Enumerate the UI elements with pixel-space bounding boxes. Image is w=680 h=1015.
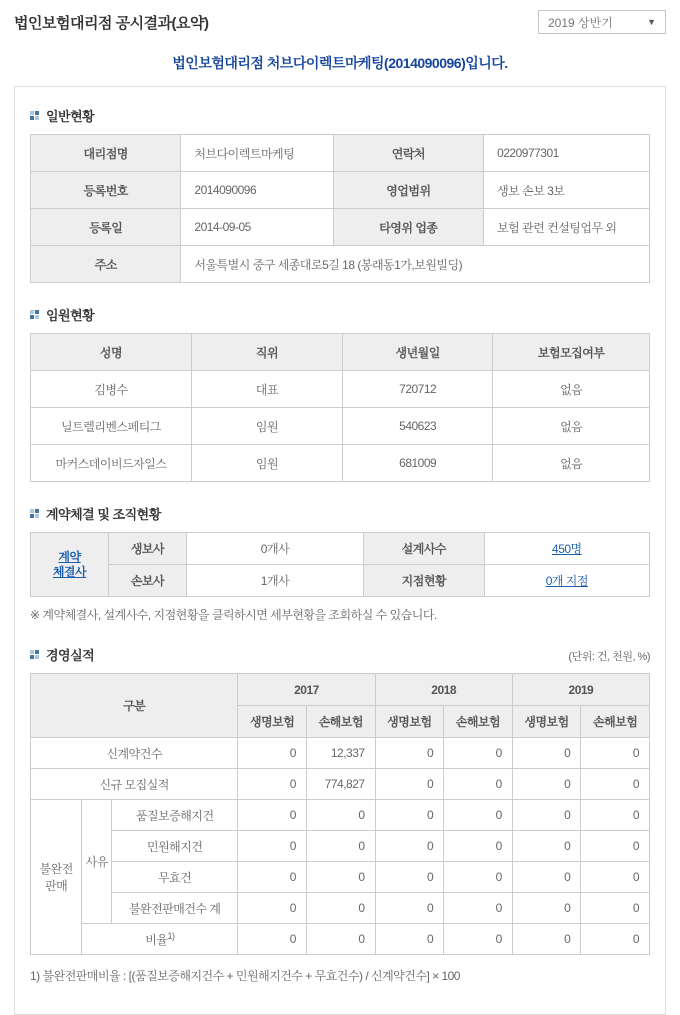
table-header-row <box>31 674 650 706</box>
table-cell: 0 <box>306 800 375 831</box>
contract-companies-cell <box>31 533 109 597</box>
table-cell: 0 <box>444 924 513 955</box>
table-row <box>31 135 650 172</box>
section-title-text: 임원현황 <box>46 308 95 323</box>
column-header: 손해보험 <box>444 706 513 738</box>
table-row <box>31 445 650 482</box>
row-label: 무효건 <box>112 862 238 893</box>
general-table <box>30 134 650 283</box>
table-cell: 없음 <box>493 445 650 482</box>
section-title-contracts <box>30 504 161 523</box>
section-head-performance <box>30 645 650 664</box>
planners-count-cell <box>484 533 649 565</box>
table-cell: 0 <box>375 831 444 862</box>
column-header: 직위 <box>191 334 342 371</box>
table-row <box>31 371 650 408</box>
table-cell: 0 <box>581 893 650 924</box>
table-cell: 0 <box>444 862 513 893</box>
section-bullet-icon <box>30 509 39 518</box>
section-title-general <box>30 106 94 125</box>
table-cell: 0 <box>238 893 307 924</box>
chevron-down-icon: ▼ <box>647 17 656 27</box>
field-value: 보험 관련 컨설팅업무 외 <box>484 209 650 246</box>
table-cell: 0 <box>375 893 444 924</box>
table-cell: 없음 <box>493 408 650 445</box>
table-cell: 720712 <box>342 371 492 408</box>
table-cell: 0 <box>444 800 513 831</box>
field-label: 대리점명 <box>31 135 181 172</box>
table-cell: 0 <box>238 738 307 769</box>
incomplete-sales-group-label <box>31 800 82 955</box>
column-header: 손해보험 <box>306 706 375 738</box>
contracts-table <box>30 532 650 597</box>
table-row <box>31 172 650 209</box>
branches-cell <box>484 565 649 597</box>
table-cell: 0 <box>444 738 513 769</box>
year-header: 2017 <box>238 674 375 706</box>
ratio-label <box>82 924 238 955</box>
table-cell: 0 <box>375 769 444 800</box>
table-cell: 681009 <box>342 445 492 482</box>
field-label: 등록번호 <box>31 172 181 209</box>
table-cell: 0 <box>375 800 444 831</box>
section-bullet-icon <box>30 650 39 659</box>
row-label: 신규 모집실적 <box>31 769 238 800</box>
table-cell: 0 <box>238 862 307 893</box>
table-cell: 0 <box>444 831 513 862</box>
branches-link[interactable]: 0개 지점 <box>545 574 588 588</box>
table-row <box>31 209 650 246</box>
field-value: 처브다이렉트마케팅 <box>181 135 333 172</box>
field-value: 0220977301 <box>484 135 650 172</box>
table-cell: 0 <box>444 893 513 924</box>
table-cell: 0 <box>238 924 307 955</box>
field-label: 생보사 <box>108 533 186 565</box>
field-value: 0개사 <box>186 533 363 565</box>
ratio-footnote-marker: 1) <box>167 930 175 941</box>
column-header: 성명 <box>31 334 192 371</box>
contract-link-line1: 계약 <box>58 549 81 564</box>
performance-footnote: 1) 불완전판매비율 : [(품질보증해지건수 + 민원해지건수 + 무효건수) / 신계약건수] × 100 <box>30 969 460 983</box>
table-cell: 0 <box>512 924 581 955</box>
table-cell: 774,827 <box>306 769 375 800</box>
column-header: 생명보험 <box>512 706 581 738</box>
table-cell: 임원 <box>191 445 342 482</box>
table-cell: 닐트렐리벤스페티그 <box>31 408 192 445</box>
section-title-text: 계약체결 및 조직현황 <box>46 507 161 522</box>
table-row <box>31 862 650 893</box>
column-header: 생명보험 <box>238 706 307 738</box>
field-value: 서울특별시 중구 세종대로5길 18 (봉래동1가,보원빌딩) <box>181 246 650 283</box>
column-header-group: 구분 <box>31 674 238 738</box>
table-cell: 0 <box>512 769 581 800</box>
period-dropdown-value: 2019 상반기 <box>548 15 613 30</box>
column-header: 생명보험 <box>375 706 444 738</box>
content-container <box>14 86 666 1015</box>
table-cell: 0 <box>512 862 581 893</box>
field-value: 생보 손보 3보 <box>484 172 650 209</box>
field-value: 2014-09-05 <box>181 209 333 246</box>
table-cell: 0 <box>306 924 375 955</box>
page-subtitle: 법인보험대리점 처브다이렉트마케팅(2014090096)입니다. <box>172 55 508 71</box>
table-cell: 마커스데이비드자일스 <box>31 445 192 482</box>
table-cell: 0 <box>238 769 307 800</box>
period-dropdown[interactable] <box>538 10 666 34</box>
row-label: 신계약건수 <box>31 738 238 769</box>
table-row <box>31 769 650 800</box>
section-head-general <box>30 106 650 125</box>
section-head-executives <box>30 305 650 324</box>
table-cell: 0 <box>375 862 444 893</box>
table-row <box>31 893 650 924</box>
table-cell: 대표 <box>191 371 342 408</box>
page-title: 법인보험대리점 공시결과(요약) <box>14 14 209 32</box>
table-cell: 0 <box>238 800 307 831</box>
group-label-line2: 판매 <box>45 879 68 893</box>
top-bar <box>14 8 666 36</box>
year-header: 2019 <box>512 674 649 706</box>
contract-link-line2: 체결사 <box>52 564 87 579</box>
table-cell: 0 <box>581 769 650 800</box>
contracts-note: ※ 계약체결사, 설계사수, 지점현황을 클릭하시면 세부현황을 조회하실 수 있습니다. <box>30 608 437 622</box>
section-title-text: 경영실적 <box>46 648 95 663</box>
group-label-line1: 불완전 <box>39 862 73 876</box>
field-value: 2014090096 <box>181 172 333 209</box>
row-label: 민원해지건 <box>112 831 238 862</box>
cause-label: 사유 <box>82 800 112 924</box>
performance-table <box>30 673 650 955</box>
column-header: 생년월일 <box>342 334 492 371</box>
table-cell: 0 <box>581 800 650 831</box>
table-cell: 0 <box>581 862 650 893</box>
table-cell: 0 <box>581 924 650 955</box>
table-cell: 0 <box>306 831 375 862</box>
table-row <box>31 408 650 445</box>
field-label: 연락처 <box>333 135 483 172</box>
ratio-label-text: 비율 <box>145 932 168 947</box>
table-cell: 0 <box>375 924 444 955</box>
table-cell: 0 <box>512 800 581 831</box>
field-value: 1개사 <box>186 565 363 597</box>
section-head-contracts <box>30 504 650 523</box>
table-cell: 없음 <box>493 371 650 408</box>
table-cell: 0 <box>306 862 375 893</box>
table-row <box>31 533 650 565</box>
unit-note: (단위: 건, 천원, %) <box>568 651 650 663</box>
table-cell: 540623 <box>342 408 492 445</box>
table-cell: 임원 <box>191 408 342 445</box>
table-cell: 김병수 <box>31 371 192 408</box>
field-label: 설계사수 <box>364 533 485 565</box>
field-label: 지점현황 <box>364 565 485 597</box>
table-cell: 0 <box>512 831 581 862</box>
table-cell: 0 <box>306 893 375 924</box>
field-label: 등록일 <box>31 209 181 246</box>
table-row <box>31 924 650 955</box>
field-label: 주소 <box>31 246 181 283</box>
table-cell: 0 <box>512 893 581 924</box>
table-header-row <box>31 334 650 371</box>
table-row <box>31 738 650 769</box>
contract-companies-link[interactable] <box>53 550 86 580</box>
row-label: 품질보증해지건 <box>112 800 238 831</box>
row-label: 불완전판매건수 계 <box>112 893 238 924</box>
field-label: 영업범위 <box>333 172 483 209</box>
table-row <box>31 565 650 597</box>
planners-count-link[interactable]: 450명 <box>552 542 582 556</box>
table-row <box>31 800 650 831</box>
table-cell: 0 <box>581 738 650 769</box>
table-cell: 0 <box>581 831 650 862</box>
table-cell: 0 <box>512 738 581 769</box>
executives-table <box>30 333 650 482</box>
section-title-executives <box>30 305 94 324</box>
section-title-text: 일반현황 <box>46 109 95 124</box>
table-row <box>31 246 650 283</box>
section-bullet-icon <box>30 111 39 120</box>
table-row <box>31 831 650 862</box>
year-header: 2018 <box>375 674 512 706</box>
field-label: 손보사 <box>108 565 186 597</box>
column-header: 보험모집여부 <box>493 334 650 371</box>
section-bullet-icon <box>30 310 39 319</box>
table-cell: 0 <box>238 831 307 862</box>
table-cell: 0 <box>444 769 513 800</box>
field-label: 타영위 업종 <box>333 209 483 246</box>
section-title-performance <box>30 645 94 664</box>
column-header: 손해보험 <box>581 706 650 738</box>
table-cell: 12,337 <box>306 738 375 769</box>
table-cell: 0 <box>375 738 444 769</box>
